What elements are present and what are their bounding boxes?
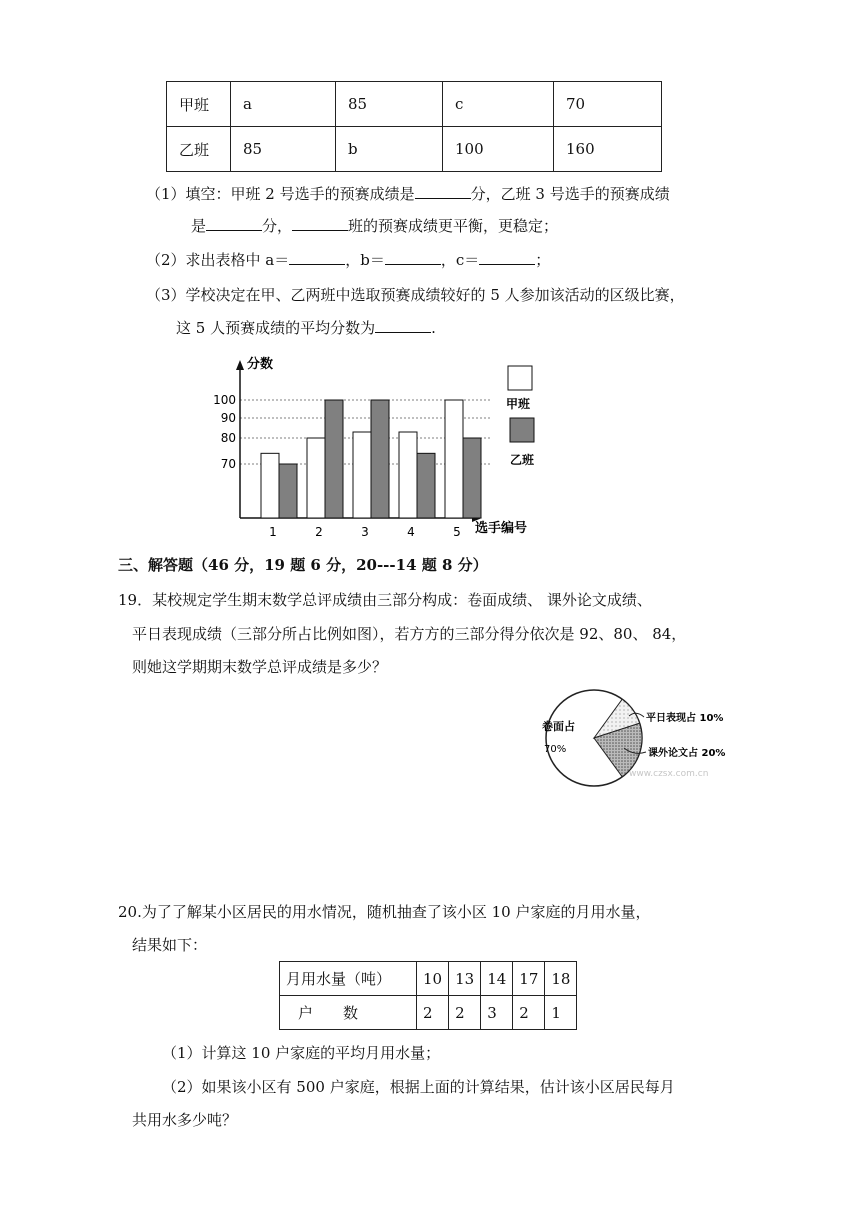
bar-class-b [279,464,297,518]
table-cell: 10 [417,962,449,996]
q18-text: 分， [262,217,293,235]
q18-text: . [431,319,436,337]
table-row [167,82,662,127]
table-cell: 17 [513,962,545,996]
pie-label-daily: 平日表现占 10% [646,713,724,724]
x-tick-label: 4 [407,525,415,539]
q18-part3-line1: （3）学校决定在甲、乙两班中选取预赛成绩较好的 5 人参加该活动的区级比赛， [146,286,685,304]
pie-label-main-pct: 70% [544,744,567,755]
q19-line1: 19．某校规定学生期末数学总评成绩由三部分构成：卷面成绩、 课外论文成绩、 [118,591,652,609]
x-tick-label: 1 [269,525,277,539]
table-cell: 乙班 [167,127,231,172]
bar-class-b [371,400,389,518]
legend-swatch [508,366,532,390]
bar-class-b [417,453,435,518]
table-cell: 3 [481,996,513,1030]
q18-text: 是 [191,217,207,235]
bar-class-a [353,432,371,518]
pie-label-main: 卷面占 [542,720,575,733]
water-usage-table [279,961,577,1030]
answer-blank [206,216,262,231]
q18-part1-line1 [146,184,670,204]
bar-class-a [399,432,417,518]
answer-blank [385,250,441,265]
x-ticks [269,525,461,539]
table-row [280,962,577,996]
y-tick-label: 70 [220,457,236,471]
q20-part1: （1）计算这 10 户家庭的平均月用水量； [162,1044,441,1062]
legend [506,366,535,467]
q18-text: ，b＝ [345,251,385,269]
q18-text: （2）求出表格中 a＝ [146,251,290,269]
answer-blank [289,250,345,265]
table-cell: 月用水量（吨） [280,962,417,996]
q19-line2: 平日表现成绩（三部分所占比例如图），若方方的三部分得分依次是 92、80、 84， [132,625,687,643]
bar-class-a [445,400,463,518]
y-axis-arrow [236,360,244,370]
q18-text: 这 5 人预赛成绩的平均分数为 [176,319,376,337]
table-cell: 甲班 [167,82,231,127]
table-cell: 85 [231,127,336,172]
pie-chart [534,688,754,788]
table-cell: c [443,82,554,127]
table-cell: 户 数 [280,996,417,1030]
table-cell: 2 [417,996,449,1030]
table-row [167,127,662,172]
bar-class-a [307,438,325,518]
bar-class-b [325,400,343,518]
bar-class-a [261,453,279,518]
q20-line2: 结果如下： [132,936,208,954]
table-cell: 70 [554,82,662,127]
x-axis-label: 选手编号 [475,521,528,536]
x-tick-label: 2 [315,525,323,539]
y-tick-label: 90 [220,411,236,425]
q20-part2-line2: 共用水多少吨？ [132,1111,238,1129]
q18-part3-line2 [176,318,436,338]
table-cell: 14 [481,962,513,996]
y-axis-label: 分数 [247,357,274,372]
y-tick-label: 100 [213,393,236,407]
legend-label: 甲班 [506,397,531,411]
legend-label: 乙班 [510,453,535,467]
q19-line3: 则她这学期期末数学总评成绩是多少？ [132,658,388,676]
table-cell: 100 [443,127,554,172]
q18-text: ； [535,251,551,269]
bar-class-b [463,438,481,518]
section-heading: 三、解答题（46 分，19 题 6 分，20---14 题 8 分） [118,556,488,574]
answer-blank [415,184,471,199]
y-ticks [213,393,236,471]
table-cell: a [231,82,336,127]
y-tick-label: 80 [220,431,236,445]
bar-chart [200,352,550,542]
table-cell: b [336,127,443,172]
table-cell: 18 [545,962,577,996]
q18-text: ，c＝ [440,251,480,269]
table-cell: 1 [545,996,577,1030]
table-cell: 2 [513,996,545,1030]
answer-blank [292,216,348,231]
q20-part2-line1: （2）如果该小区有 500 户家庭，根据上面的计算结果，估计该小区居民每月 [162,1078,675,1096]
x-tick-label: 3 [361,525,369,539]
pie-label-paper: 课外论文占 20% [648,748,726,759]
q18-text: 班的预赛成绩更平衡，更稳定； [348,217,559,235]
watermark: www.czsx.com.cn [629,769,709,779]
q18-part2 [146,250,550,270]
x-tick-label: 5 [453,525,461,539]
table-cell: 85 [336,82,443,127]
answer-blank [375,318,431,333]
table-cell: 2 [449,996,481,1030]
q18-text: 分，乙班 3 号选手的预赛成绩 [470,185,670,203]
q18-text: （1）填空：甲班 2 号选手的预赛成绩是 [146,185,415,203]
answer-blank [479,250,535,265]
table-cell: 160 [554,127,662,172]
score-table [166,81,662,172]
q20-line1: 20.为了了解某小区居民的用水情况，随机抽查了该小区 10 户家庭的月用水量， [118,903,651,921]
table-row [280,996,577,1030]
table-cell: 13 [449,962,481,996]
q18-part1-line2 [191,216,558,236]
legend-swatch [510,418,534,442]
